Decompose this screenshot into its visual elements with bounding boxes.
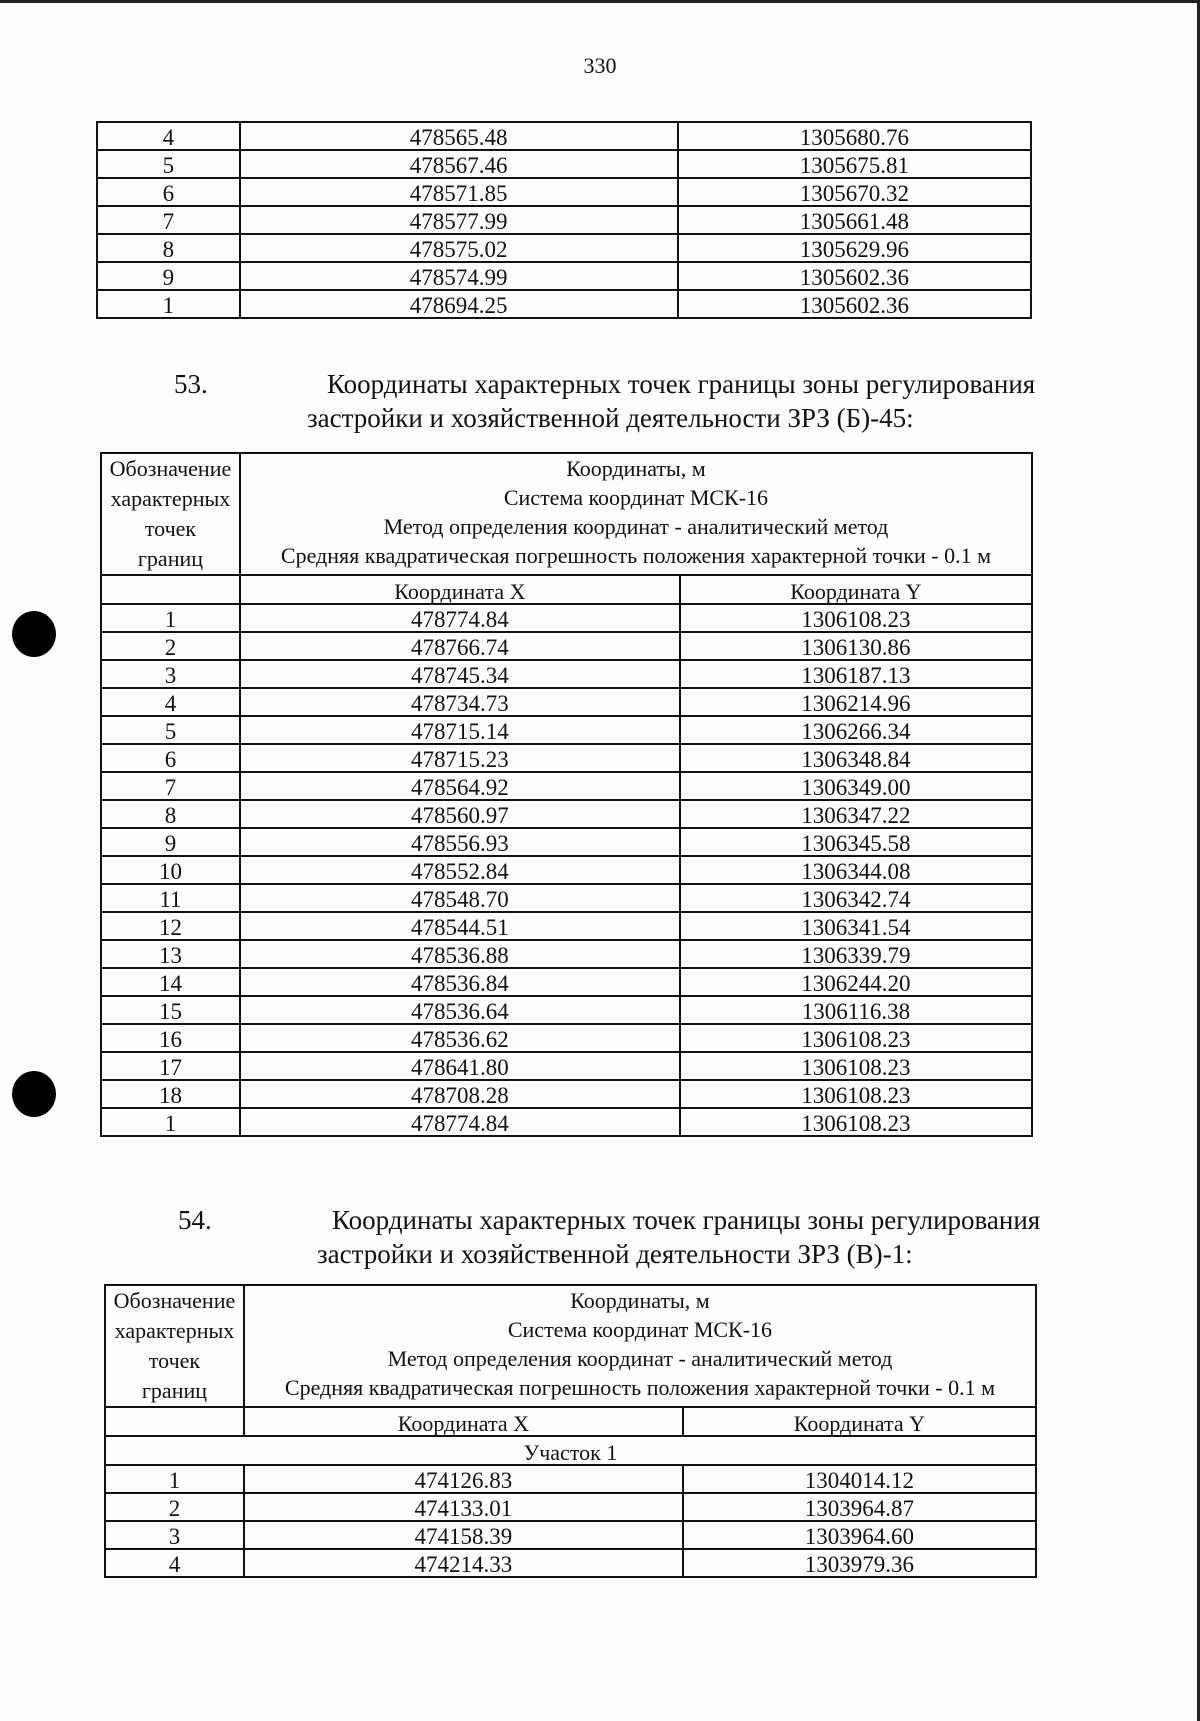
point-number-cell: 10 [101,856,240,884]
coordinates-table-zrz-b-45 [100,452,1033,1137]
coordinate-x-cell: 474133.01 [244,1493,683,1521]
coordinate-y-cell: 1304014.12 [683,1465,1036,1493]
table-row [101,604,1032,632]
point-number-cell: 5 [101,716,240,744]
table-row [101,744,1032,772]
table-row [101,884,1032,912]
table-row [101,660,1032,688]
punch-hole-icon [12,611,56,657]
column-header-row [101,575,1032,604]
point-number-cell: 4 [101,688,240,716]
header-left-line: точек [148,1348,201,1373]
section-54-heading [178,1203,1078,1275]
coordinate-y-cell: 1306348.84 [680,744,1032,772]
table-row [101,1080,1032,1108]
coordinate-y-cell: 1305602.36 [678,290,1031,318]
coordinate-x-cell: 478574.99 [240,262,678,290]
coordinate-x-cell: 478544.51 [240,912,680,940]
coordinate-y-cell: 1303979.36 [683,1549,1036,1577]
coordinate-x-cell: 474126.83 [244,1465,683,1493]
coordinate-y-cell: 1306339.79 [680,940,1032,968]
table-row [97,262,1031,290]
section-title-line-2: застройки и хозяйственной деятельности ЗРЗ (В)-1: [317,1239,913,1269]
header-right-line: Средняя квадратическая погрешность положения характерной точки - 0.1 м [284,1375,996,1400]
coordinate-x-cell: 478641.80 [240,1052,680,1080]
point-number-cell: 7 [101,772,240,800]
coordinate-y-cell: 1306108.23 [680,604,1032,632]
coordinate-x-header: Координата X [240,575,680,604]
point-number-cell: 3 [105,1521,244,1549]
point-number-cell: 4 [105,1549,244,1577]
header-right-line: Средняя квадратическая погрешность положения характерной точки - 0.1 м [280,543,992,568]
coordinate-y-cell: 1305602.36 [678,262,1031,290]
table-row [97,150,1031,178]
coordinate-y-cell: 1306244.20 [680,968,1032,996]
point-number-cell: 16 [101,1024,240,1052]
coordinate-x-cell: 478708.28 [240,1080,680,1108]
coordinate-y-cell: 1305629.96 [678,234,1031,262]
header-left-line: границ [141,1378,208,1403]
point-number-cell: 17 [101,1052,240,1080]
table-body [97,122,1031,318]
table-row [101,828,1032,856]
section-number: 53. [174,369,208,399]
coordinate-y-cell: 1306347.22 [680,800,1032,828]
table-row [101,912,1032,940]
table-header-row [105,1285,1036,1407]
coordinate-y-cell: 1305670.32 [678,178,1031,206]
table-row [97,234,1031,262]
coordinate-y-cell: 1306108.23 [680,1108,1032,1136]
coordinate-y-cell: 1306266.34 [680,716,1032,744]
coordinate-y-cell: 1306345.58 [680,828,1032,856]
point-number-cell: 12 [101,912,240,940]
header-right-line: Система координат МСК-16 [503,485,769,510]
coordinate-x-cell: 474158.39 [244,1521,683,1549]
point-number-cell: 5 [97,150,240,178]
table-row [105,1465,1036,1493]
section-title-line-1: Координаты характерных точек границы зоны регулирования [332,1205,1041,1235]
section-number: 54. [178,1205,212,1235]
table-row [105,1521,1036,1549]
punch-hole-icon [12,1071,56,1117]
header-left-line: Обозначение [113,1288,236,1313]
point-number-cell: 8 [97,234,240,262]
coordinates-table-zrz-v-1 [104,1284,1037,1578]
table-row [101,1108,1032,1136]
coordinate-x-cell: 478536.84 [240,968,680,996]
header-right-line: Метод определения координат - аналитический метод [387,1346,893,1371]
table-row [97,290,1031,318]
coordinate-y-cell: 1306130.86 [680,632,1032,660]
coordinate-x-cell: 478745.34 [240,660,680,688]
coordinate-y-cell: 1303964.60 [683,1521,1036,1549]
coordinate-x-cell: 478571.85 [240,178,678,206]
coordinate-y-cell: 1306108.23 [680,1024,1032,1052]
header-left-line: характерных [110,486,231,511]
coordinate-x-cell: 478694.25 [240,290,678,318]
coordinate-x-cell: 478552.84 [240,856,680,884]
point-number-cell: 2 [105,1493,244,1521]
header-right-line: Координаты, м [566,456,706,481]
part-label: Участок 1 [105,1436,1036,1465]
coordinate-y-cell: 1305675.81 [678,150,1031,178]
coordinate-system-header [240,453,1032,575]
point-number-cell: 2 [101,632,240,660]
table-row [101,800,1032,828]
table-body [105,1285,1036,1577]
coordinate-y-cell: 1306349.00 [680,772,1032,800]
coordinate-x-cell: 478536.88 [240,940,680,968]
coordinate-y-cell: 1306341.54 [680,912,1032,940]
coordinate-x-cell: 478715.23 [240,744,680,772]
coordinates-table-continued [96,121,1032,319]
coordinate-x-cell: 478564.92 [240,772,680,800]
point-number-cell: 1 [101,1108,240,1136]
point-number-cell: 6 [101,744,240,772]
section-53-heading [174,367,1074,439]
table-row [97,122,1031,150]
point-number-cell: 9 [101,828,240,856]
coordinate-y-cell: 1306108.23 [680,1052,1032,1080]
empty-header-cell [101,575,240,604]
table-row [101,772,1032,800]
point-number-cell: 1 [97,290,240,318]
table-header-row [101,453,1032,575]
coordinate-x-cell: 478536.64 [240,996,680,1024]
part-label-row [105,1436,1036,1465]
point-number-cell: 11 [101,884,240,912]
point-number-cell: 15 [101,996,240,1024]
table-row [101,968,1032,996]
section-title-line-1: Координаты характерных точек границы зоны регулирования [327,369,1036,399]
coordinate-x-cell: 474214.33 [244,1549,683,1577]
header-left-line: точек [144,516,197,541]
point-number-cell: 1 [101,604,240,632]
coordinate-y-header: Координата Y [683,1407,1036,1436]
coordinate-x-cell: 478766.74 [240,632,680,660]
table-row [101,716,1032,744]
coordinate-y-cell: 1306108.23 [680,1080,1032,1108]
point-number-cell: 7 [97,206,240,234]
empty-header-cell [105,1407,244,1436]
point-number-cell: 3 [101,660,240,688]
coordinate-x-cell: 478715.14 [240,716,680,744]
coordinate-y-cell: 1303964.87 [683,1493,1036,1521]
coordinate-y-cell: 1306214.96 [680,688,1032,716]
point-number-cell: 9 [97,262,240,290]
point-number-cell: 13 [101,940,240,968]
coordinate-x-cell: 478548.70 [240,884,680,912]
table-row [105,1493,1036,1521]
point-designation-header [105,1285,244,1407]
coordinate-x-cell: 478774.84 [240,1108,680,1136]
point-number-cell: 18 [101,1080,240,1108]
table-row [101,1052,1032,1080]
coordinate-x-cell: 478536.62 [240,1024,680,1052]
table-row [101,1024,1032,1052]
coordinate-system-header [244,1285,1036,1407]
coordinate-x-header: Координата X [244,1407,683,1436]
column-header-row [105,1407,1036,1436]
coordinate-y-cell: 1306342.74 [680,884,1032,912]
coordinate-y-header: Координата Y [680,575,1032,604]
coordinate-x-cell: 478774.84 [240,604,680,632]
header-left-line: Обозначение [109,456,232,481]
header-right-line: Метод определения координат - аналитический метод [383,514,889,539]
table-row [101,632,1032,660]
coordinate-x-cell: 478575.02 [240,234,678,262]
table-body [101,453,1032,1136]
table-row [101,688,1032,716]
coordinate-x-cell: 478560.97 [240,800,680,828]
header-right-line: Координаты, м [570,1288,710,1313]
coordinate-x-cell: 478577.99 [240,206,678,234]
table-row [97,206,1031,234]
point-number-cell: 14 [101,968,240,996]
section-title-line-2: застройки и хозяйственной деятельности ЗРЗ (Б)-45: [307,403,914,433]
table-row [101,996,1032,1024]
point-designation-header [101,453,240,575]
coordinate-x-cell: 478565.48 [240,122,678,150]
point-number-cell: 8 [101,800,240,828]
header-left-line: границ [137,546,204,571]
table-row [97,178,1031,206]
header-left-line: характерных [114,1318,235,1343]
coordinate-x-cell: 478567.46 [240,150,678,178]
coordinate-y-cell: 1305680.76 [678,122,1031,150]
point-number-cell: 1 [105,1465,244,1493]
point-number-cell: 4 [97,122,240,150]
coordinate-y-cell: 1305661.48 [678,206,1031,234]
coordinate-y-cell: 1306187.13 [680,660,1032,688]
coordinate-y-cell: 1306116.38 [680,996,1032,1024]
header-right-line: Система координат МСК-16 [507,1317,773,1342]
coordinate-x-cell: 478734.73 [240,688,680,716]
page-number: 330 [583,53,617,78]
coordinate-y-cell: 1306344.08 [680,856,1032,884]
table-row [101,856,1032,884]
coordinate-x-cell: 478556.93 [240,828,680,856]
point-number-cell: 6 [97,178,240,206]
table-row [105,1549,1036,1577]
table-row [101,940,1032,968]
